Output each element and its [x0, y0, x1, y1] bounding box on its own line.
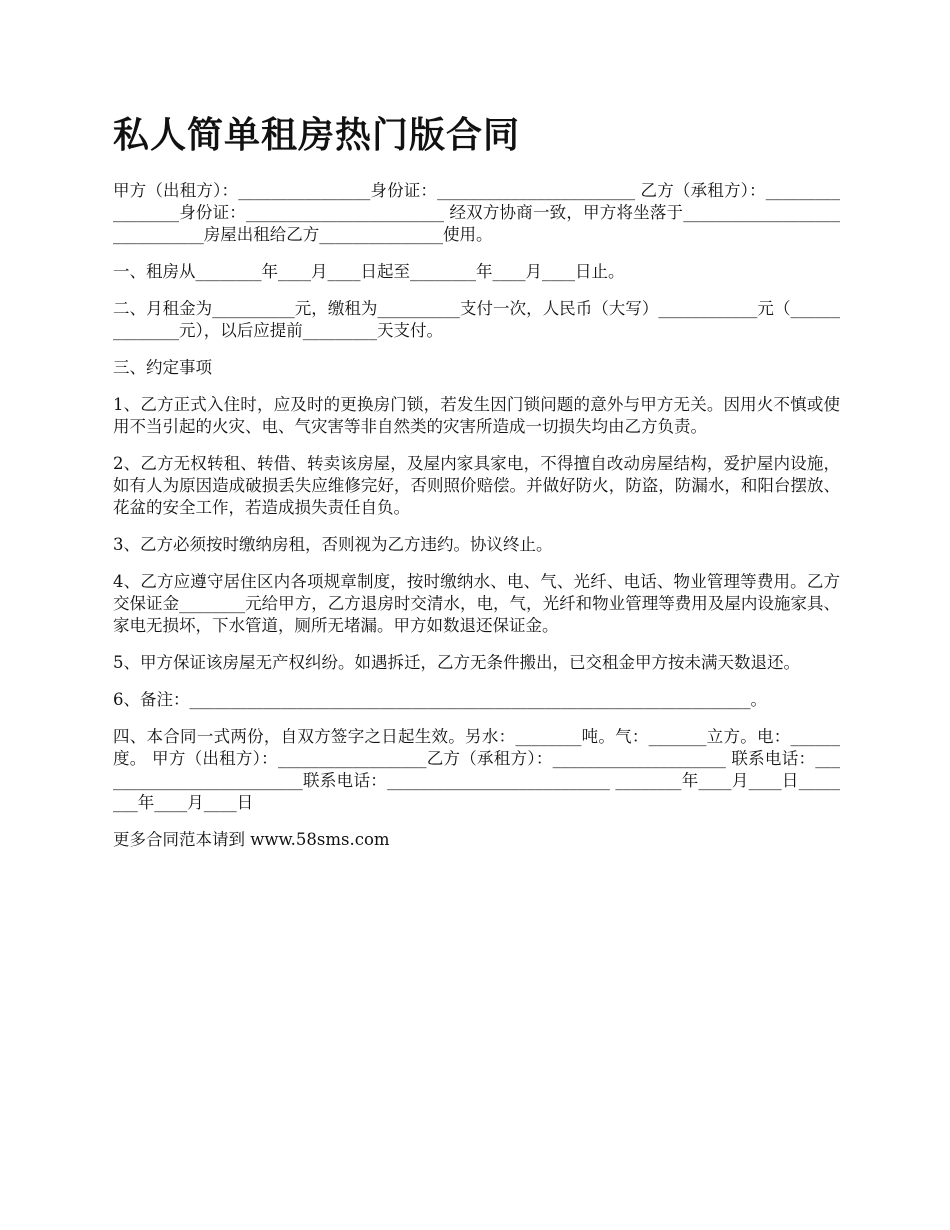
agreed-matter-2: 2、乙方无权转租、转借、转卖该房屋，及屋内家具家电，不得擅自改动房屋结构，爱护屋内设施，如有人为原因造成破损丢失应维修完好，否则照价赔偿。并做好防火，防盗，防漏水，和阳台摆放、花盆的安全工作，若造成损失责任自负。 [113, 454, 840, 517]
footer-note: 更多合同范本请到 www.58sms.com [113, 830, 390, 849]
agreed-matter-1: 1、乙方正式入住时，应及时的更换房门锁，若发生因门锁问题的意外与甲方无关。因用火不慎或使用不当引起的火灾、电、气灾害等非自然类的灾害所造成一切损失均由乙方负责。 [113, 395, 840, 436]
agreed-matters-heading: 三、约定事项 [113, 358, 212, 377]
contract-page [113, 108, 840, 868]
agreed-matter-3: 3、乙方必须按时缴纳房租，否则视为乙方违约。协议终止。 [113, 535, 553, 554]
remarks-clause: 6、备注：____________________________________________________________________。 [113, 690, 767, 709]
document-title: 私人简单租房热门版合同 [113, 115, 521, 156]
parties-clause: 甲方（出租方）：________________身份证：________________________ 乙方（承租方）：_________________身份证：________________________ 经双方协商一致，甲方将坐落于______________________________房屋出租给乙方_______________使用。 [113, 181, 840, 244]
agreed-matter-4: 4、乙方应遵守居住区内各项规章制度，按时缴纳水、电、气、光纤、电话、物业管理等费用。乙方交保证金________元给甲方，乙方退房时交清水，电，气，光纤和物业管理等费用及屋内设施家具、家电无损坏，下水管道，厕所无堵漏。甲方如数退还保证金。 [113, 572, 840, 635]
agreed-matter-5: 5、甲方保证该房屋无产权纠纷。如遇拆迁，乙方无条件搬出，已交租金甲方按未满天数退还。 [113, 653, 800, 672]
rent-clause: 二、月租金为__________元，缴租为__________支付一次，人民币（大写）____________元（______________元），以后应提前_________天支付。 [113, 299, 840, 340]
lease-term-clause: 一、租房从________年____月____日起至________年____月____日止。 [113, 262, 625, 281]
signature-clause: 四、本合同一式两份，自双方签字之日起生效。另水：________吨。气：_______立方。电：______度。 甲方（出租方）：__________________乙方（承租方）：_____________________ 联系电话：__________________________联系电话：___________________________ ________年____月____日________年____月____日 [113, 727, 840, 812]
